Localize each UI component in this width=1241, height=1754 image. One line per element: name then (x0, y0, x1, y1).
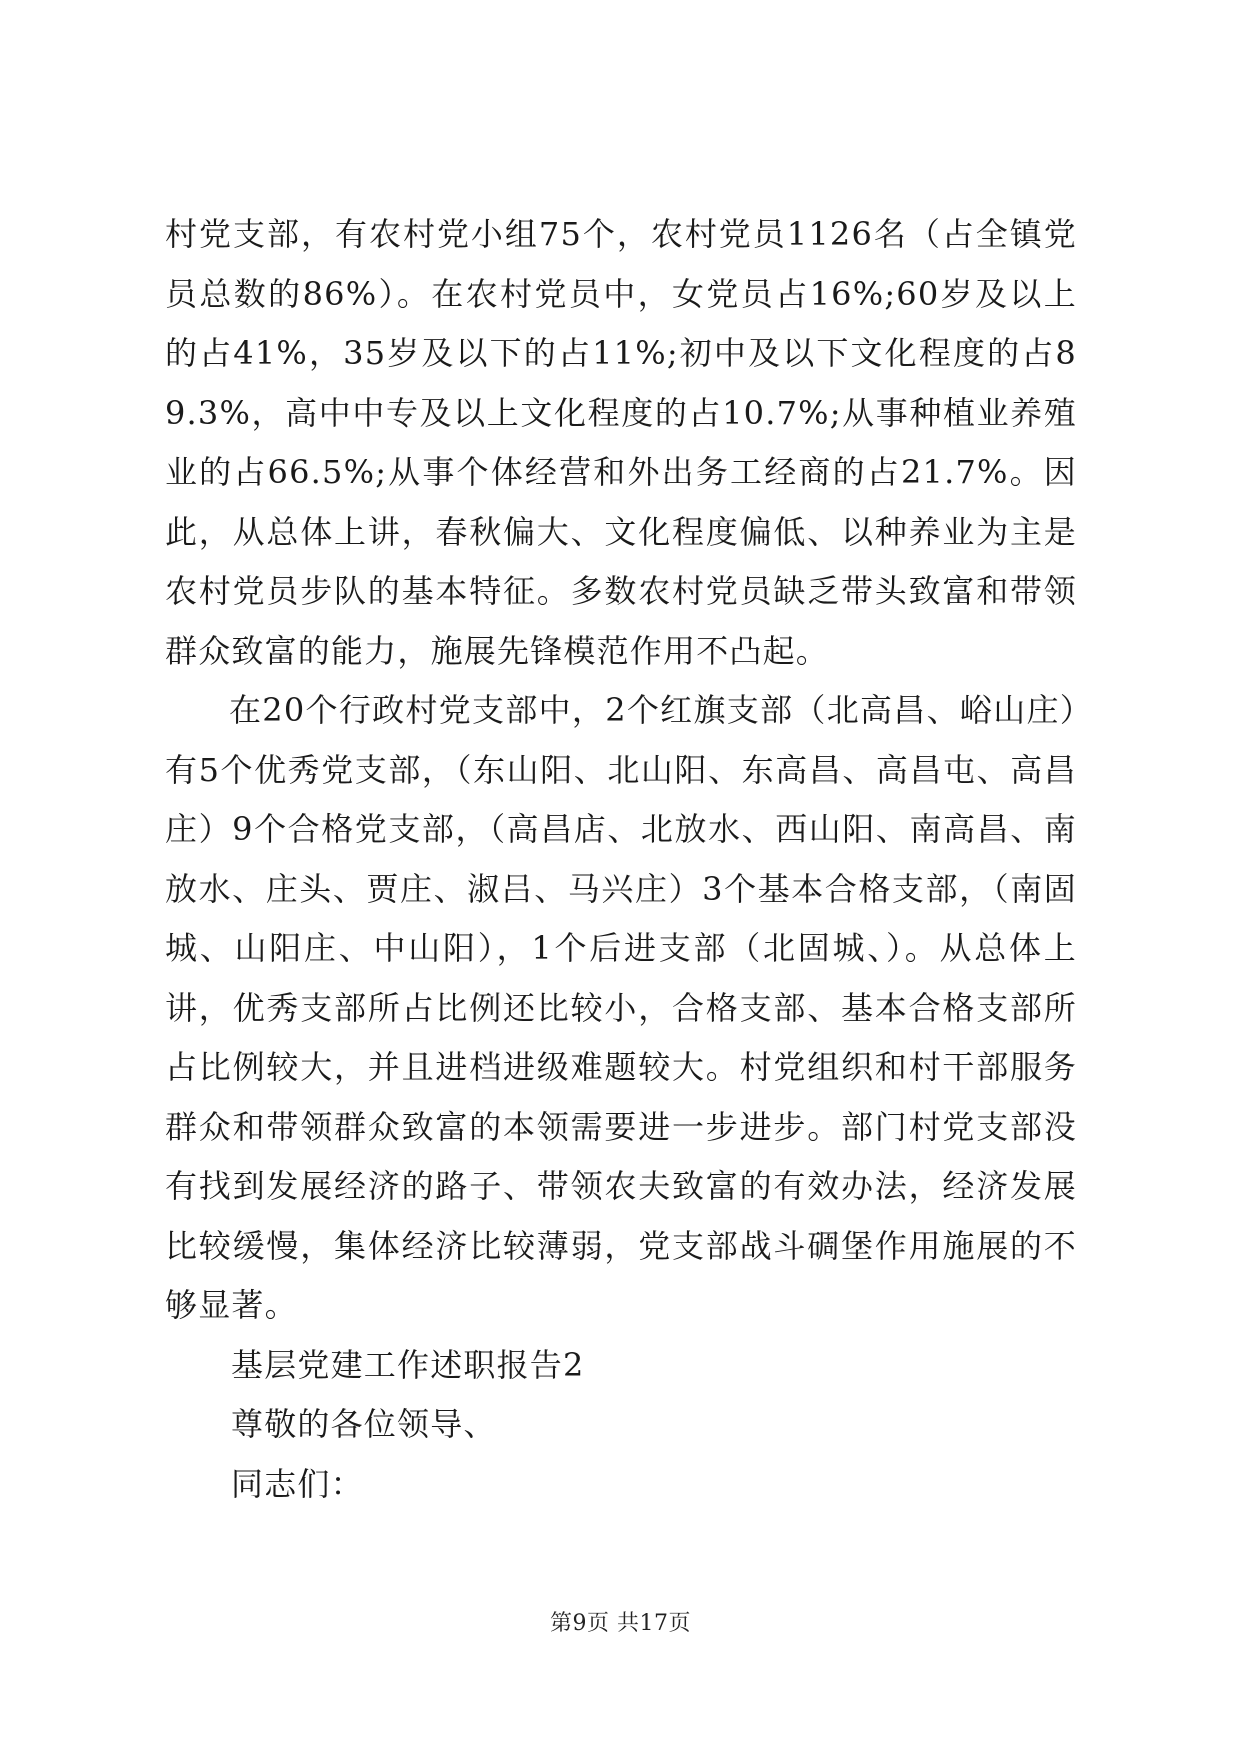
paragraph-party-member-stats: 村党支部，有农村党小组75个，农村党员1126名（占全镇党员总数的86%）。在农村党员中，女党员占16%;60岁及以上的占41%，35岁及以下的占11%;初中及以下文化程度的占89.3%，高中中专及以上文化程度的占10.7%;从事种植业养殖业的占66.5%;从事个体经营和外出务工经商的占21.7%。因此，从总体上讲，春秋偏大、文化程度偏低、以种养业为主是农村党员步队的基本特征。多数农村党员缺乏带头致富和带领群众致富的能力，施展先锋模范作用不凸起。 (165, 215, 1077, 670)
page-number-footer: 第9页 共17页 (550, 1611, 691, 1636)
salutation-line-2: 同志们： (231, 1464, 364, 1503)
document-body (165, 205, 1077, 1514)
salutation-line-1: 尊敬的各位领导、 (231, 1405, 497, 1443)
paragraph-branch-ratings: 在20个行政村党支部中，2个红旗支部（北高昌、峪山庄）有5个优秀党支部，（东山阳、北山阳、东高昌、高昌屯、高昌庄）9个合格党支部，（高昌店、北放水、西山阳、南高昌、南放水、庄头、贾庄、淑吕、马兴庄）3个基本合格支部，（南固城、山阳庄、中山阳），1个后进支部（北固城、）。从总体上讲，优秀支部所占比例还比较小，合格支部、基本合格支部所占比例较大，并且进档进级难题较大。村党组织和村干部服务群众和带领群众致富的本领需要进一步进步。部门村党支部没有找到发展经济的路子、带领农夫致富的有效办法，经济发展比较缓慢，集体经济比较薄弱，党支部战斗碉堡作用施展的不够显著。 (165, 691, 1077, 1324)
section-heading: 基层党建工作述职报告2 (231, 1345, 585, 1384)
